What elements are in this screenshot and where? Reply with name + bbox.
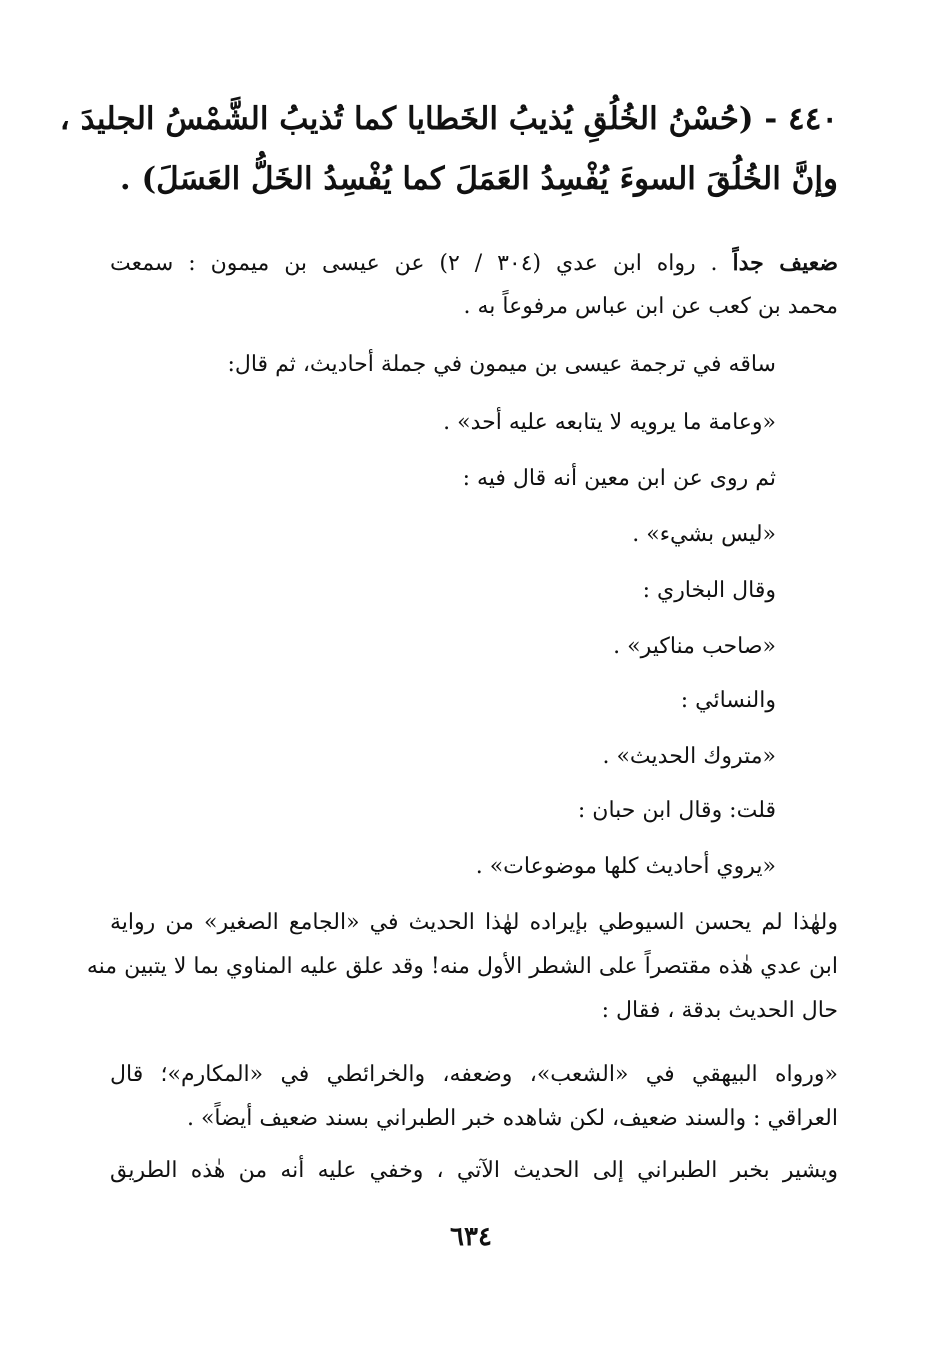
grading-source: . رواه ابن عدي (٣٠٤ / ٢) عن عيسى بن ميمون : سمعت — [110, 251, 718, 276]
text-line: ساقه في ترجمة عيسى بن ميمون في جملة أحاديث، ثم قال: — [227, 352, 776, 377]
hadith-text-line-2: وإنَّ الخُلُقَ السوءَ يُفْسِدُ العَمَلَ كما يُفْسِدُ الخَلُّ العَسَلَ) . — [119, 161, 838, 197]
paragraph-line-last: ويشير بخبر الطبراني إلى الحديث الآتي ، وخفي عليه أنه من هٰذه الطريق — [110, 1158, 838, 1183]
text-line: قلت: وقال ابن حبان : — [577, 798, 776, 823]
quote-line-1: «ورواه البيهقي في «الشعب»، وضعفه، والخرائطي في «المكارم»؛ قال — [110, 1062, 838, 1087]
paragraph-line-3: حال الحديث بدقة ، فقال : — [601, 998, 838, 1023]
quote-line: «متروك الحديث» . — [602, 744, 776, 769]
quote-line: «صاحب مناكير» . — [613, 634, 776, 659]
page-number: ٦٣٤ — [450, 1222, 492, 1252]
text-line: ثم روى عن ابن معين أنه قال فيه : — [462, 466, 776, 491]
hadith-text-line-1: ٤٤٠ - (حُسْنُ الخُلُقِ يُذيبُ الخَطايا كما تُذيبُ الشَّمْسُ الجليدَ ، — [59, 101, 838, 137]
grading-line-2: محمد بن كعب عن ابن عباس مرفوعاً به . — [463, 294, 838, 319]
quote-line: «يروي أحاديث كلها موضوعات» . — [475, 854, 776, 879]
quote-line: «وعامة ما يرويه لا يتابعه عليه أحد» . — [443, 410, 776, 435]
quote-line: «ليس بشيء» . — [632, 522, 776, 547]
grading-verdict: ضعيف جداً — [732, 250, 838, 276]
text-line: والنسائي : — [680, 688, 776, 713]
paragraph-line-2: ابن عدي هٰذه مقتصراً على الشطر الأول منه! وقد علق عليه المناوي بما لا يتبين منه — [86, 954, 838, 979]
quote-line-2: العراقي : والسند ضعيف، لكن شاهده خبر الطبراني بسند ضعيف أيضاً» . — [186, 1106, 838, 1131]
grading-line-1 — [110, 248, 838, 279]
text-line: وقال البخاري : — [642, 578, 776, 603]
paragraph-line-1: ولهٰذا لم يحسن السيوطي بإيراده لهٰذا الحديث في «الجامع الصغير» من رواية — [110, 910, 838, 935]
